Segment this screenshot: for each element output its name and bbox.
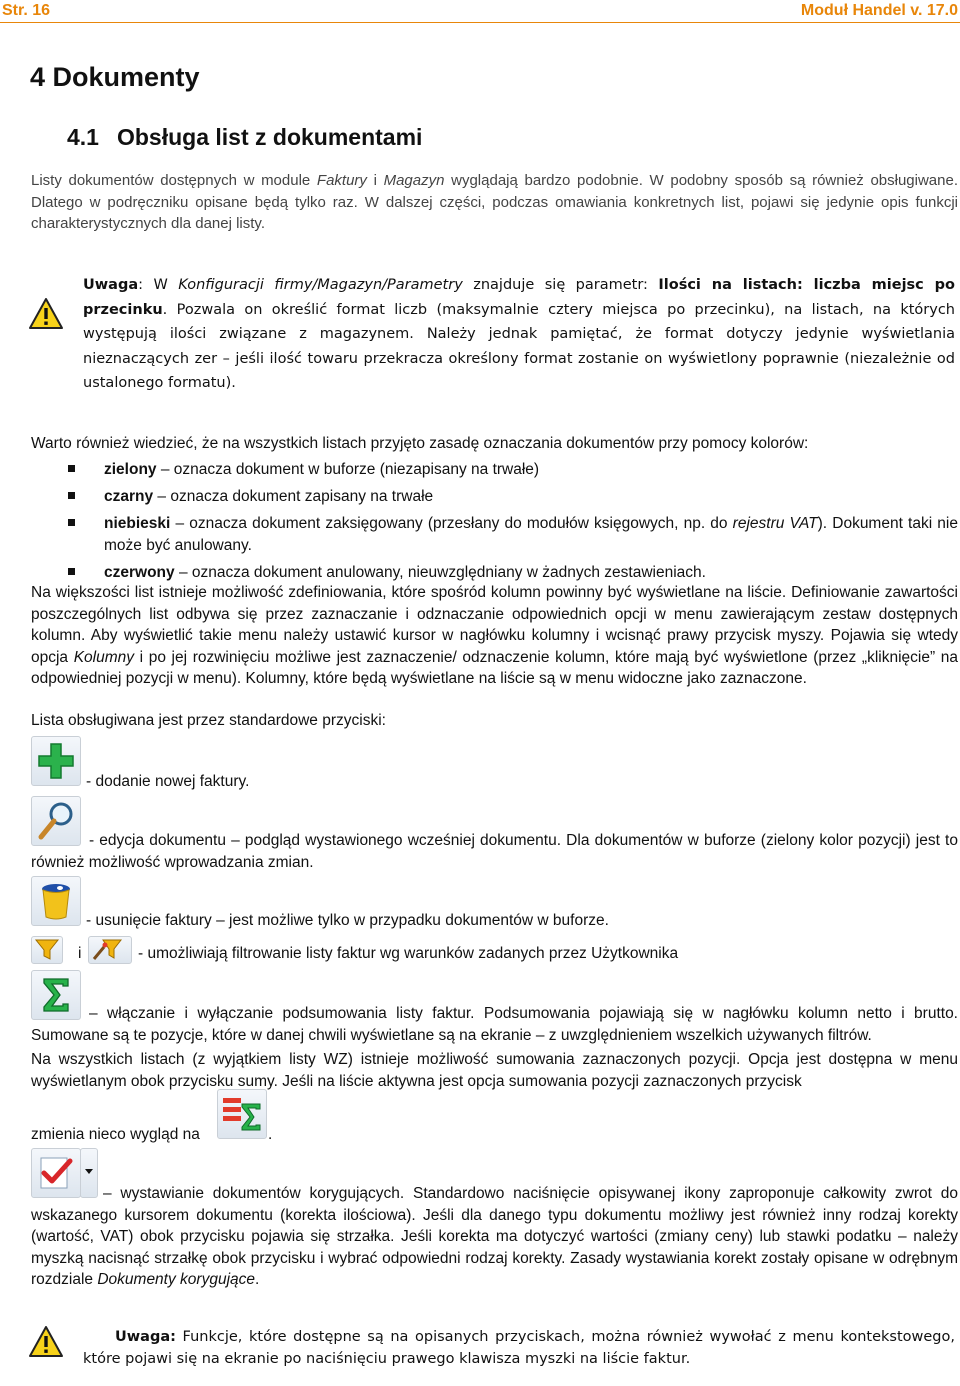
selected-sum-end: . bbox=[268, 1126, 273, 1143]
columns-text-a: Na większości list istnieje możliwość zdefiniowania, które spośród kolumn powinny być wyświetlane na liście. Definiowanie zawartości poszczególnych list odbywa się przez zaznaczanie i odznaczanie odpowiednich opcji w menu zawierającym zestaw dostępnych kolumn. Aby wyświetlić takie menu należy ustawić kursor w nagłówku kolumny i wcisnąć prawy przycisk myszy. Pojawia się wtedy opcja bbox=[31, 584, 958, 666]
sum-selected-icon[interactable] bbox=[217, 1089, 267, 1139]
filter-icon[interactable] bbox=[31, 936, 63, 964]
intro-text-b: i bbox=[366, 172, 384, 189]
columns-paragraph bbox=[31, 582, 958, 690]
colors-intro: Warto również wiedzieć, że na wszystkich listach przyjęto zasadę oznaczania dokumentów przy pomocy kolorów: bbox=[31, 435, 809, 452]
note-text: Funkcje, które dostępne są na opisanych przyciskach, można również wywołać z menu kontekstowego, które pojawi się na ekranie po naciśnięciu prawego klawisza myszki na liście faktur. bbox=[83, 1329, 955, 1367]
color-desc-2: ). Dokument taki nie może być anulowany. bbox=[104, 515, 958, 554]
correction-chapter: Dokumenty korygujące bbox=[97, 1271, 256, 1288]
list-item bbox=[70, 486, 958, 508]
note-konfiguracja bbox=[83, 273, 955, 396]
buttons-intro: Lista obsługiwana jest przez standardowe przyciski: bbox=[31, 712, 386, 729]
color-term: niebieski bbox=[104, 515, 171, 532]
color-term: czerwony bbox=[104, 564, 175, 581]
color-term: czarny bbox=[104, 488, 154, 505]
selected-sum-paragraph: Na wszystkich listach (z wyjątkiem listy WZ) istnieje możliwość sumowania zaznaczonych pozycji. Opcja jest dostępna w menu wyświetlanym obok przycisku sumy. Jeśli na liście aktywna jest opcja sumowania pozycji zaznaczonych przycisk bbox=[31, 1051, 958, 1090]
color-desc: – oznacza dokument w buforze (niezapisany na trwałe) bbox=[156, 461, 540, 478]
columns-option: Kolumny bbox=[73, 648, 134, 666]
config-path: Konfiguracji firmy/Magazyn/Parametry bbox=[178, 277, 463, 293]
module-magazyn: Magazyn bbox=[383, 172, 445, 189]
intro-text-c: wyglądają bardzo podobnie. W podobny sposób są również obsługiwane. Dlatego w podręczniku opisane będą tylko raz. W dalszej części, podczas omawiania konkretnych list, pojawi się jedynie opis funkcji charakterystycznych dla danej listy. bbox=[31, 172, 959, 232]
bullet bbox=[68, 568, 75, 575]
section-name: Obsługa list z dokumentami bbox=[116, 124, 423, 150]
list-item bbox=[70, 513, 958, 557]
filter-desc: - umożliwiają filtrowanie listy faktur wg warunków zadanych przez Użytkownika bbox=[138, 945, 679, 962]
note-text-c: . Pozwala on określić format liczb (maksymalnie cztery miejsca po przecinku), na listach, na których występują ilości związane z magazynem. Należy jednak pamiętać, że format dotyczy jedynie wyświetlania nieznaczących zer – jeśli ilość towaru przekracza określony format zostanie on wyświetlony poprawnie (niezależnie od ustalonego formatu). bbox=[83, 301, 955, 391]
add-icon[interactable] bbox=[31, 736, 81, 786]
color-desc: – oznacza dokument anulowany, nieuwzględniany w żadnych zestawieniach. bbox=[174, 564, 706, 581]
intro-paragraph bbox=[31, 170, 958, 235]
correction-text-b: . bbox=[255, 1271, 260, 1288]
sum-desc: – włączanie i wyłączanie podsumowania listy faktur. Podsumowania pojawiają się w nagłówku kolumn netto i brutto. Sumowane są te pozycje, które w danej chwili wyświetlane są na ekranie – z uwzględnieniem wszelkich używanych filtrów. bbox=[31, 1005, 958, 1044]
note-text-b: znajduje się parametr: bbox=[462, 277, 659, 293]
note-label: Uwaga bbox=[83, 277, 139, 293]
note-context-menu bbox=[83, 1327, 955, 1370]
list-item bbox=[70, 562, 958, 584]
bullet bbox=[68, 465, 75, 472]
correction-text-a: – wystawianie dokumentów korygujących. Standardowo naciśnięcie opisywanej ikony zaproponuje całkowity zwrot do wskazanego kursorem dokumentu (korekta ilościowa). Jeśli dla danego typu dokumentu możliwy jest również inny rodzaj korekty (wartość, VAT) obok przycisku pojawia się strzałka. Jeśli korekta ma dotyczyć wartości (zmiany ceny) lub stawki podatku – należy myszką nacisnąć strzałkę obok przycisku i wybrać odpowiedni rodzaj korekty. Zasady wystawiania korekt zostały opisane w odrębnym rozdziale bbox=[31, 1185, 958, 1288]
list-item bbox=[70, 459, 958, 481]
vat-register: rejestru VAT bbox=[732, 515, 818, 532]
intro-text-a: Listy dokumentów dostępnych w module bbox=[31, 172, 317, 189]
section-number: 4.1 bbox=[67, 124, 99, 150]
section-title bbox=[67, 124, 422, 151]
color-legend-list bbox=[70, 459, 958, 584]
add-desc: - dodanie nowej faktury. bbox=[86, 773, 250, 790]
trash-icon[interactable] bbox=[31, 876, 81, 926]
delete-desc: - usunięcie faktury – jest możliwe tylko w przypadku dokumentów w buforze. bbox=[86, 912, 609, 929]
module-faktury: Faktury bbox=[316, 172, 367, 189]
color-desc: – oznacza dokument zapisany na trwałe bbox=[153, 488, 434, 505]
bullet bbox=[68, 492, 75, 499]
header-rule bbox=[0, 22, 960, 23]
note-text-a: : W bbox=[138, 277, 179, 293]
page-number: Str. 16 bbox=[2, 2, 51, 19]
edit-desc: - edycja dokumentu – podgląd wystawionego wcześniej dokumentu. Dla dokumentów w buforze (zielony kolor pozycji) jest to również możliwość wprowadzania zmian. bbox=[31, 832, 958, 871]
correction-desc bbox=[31, 1183, 958, 1291]
color-desc: – oznacza dokument zaksięgowany (przesłany do modułów księgowych, np. do bbox=[170, 515, 733, 532]
color-term: zielony bbox=[104, 461, 157, 478]
page-header bbox=[0, 0, 960, 24]
param-name: Ilości na listach: liczba miejsc po przecinku bbox=[83, 277, 955, 318]
bullet bbox=[68, 519, 75, 526]
filter-wand-icon[interactable] bbox=[88, 936, 132, 964]
columns-text-b: i po jej rozwinięciu możliwe jest zaznaczenie/ odznaczenie kolumn, które mają być wyświetlone (przez „kliknięcie” na odpowiedniej pozycji w menu). Kolumny, które będą wyświetlane na liście są w menu widoczne jako zaznaczone. bbox=[31, 648, 958, 687]
note-label: Uwaga: bbox=[115, 1329, 176, 1345]
filter-and: i bbox=[78, 945, 82, 962]
selected-sum-text: zmienia nieco wygląd na bbox=[31, 1126, 200, 1143]
chapter-title: 4 Dokumenty bbox=[30, 62, 200, 92]
module-version: Moduł Handel v. 17.0 bbox=[800, 2, 958, 19]
